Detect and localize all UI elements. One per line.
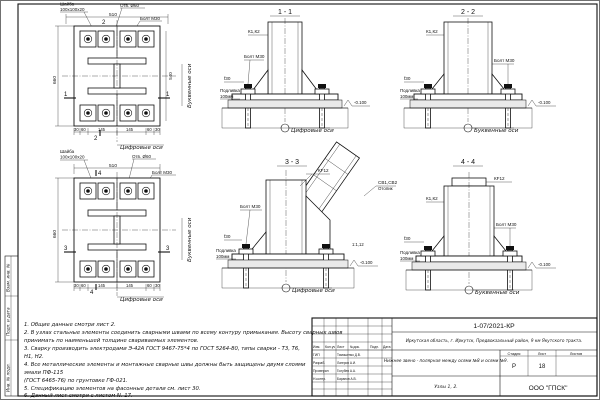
section-1-pad: Подливка: [220, 88, 240, 93]
section-3-bolt: Болт М30: [240, 204, 261, 209]
tb-role-1: Разраб.: [313, 361, 326, 365]
section-4-4: [400, 159, 556, 296]
tb-name-1: Лагеров А.И.: [337, 361, 357, 365]
plan-top-axis-letter: Буквенные оси: [187, 63, 193, 108]
note-2: принимать по наименьшей толщине свариваемых элементов.: [24, 338, 199, 344]
section-4-pad: Подливка: [400, 250, 420, 255]
section-4-column2: К1,К2: [426, 196, 438, 201]
section-2-pad: Подливка: [400, 88, 420, 93]
section-2-t1: f30: [404, 76, 411, 81]
section-4-bolt: Болт М30: [496, 222, 517, 227]
plan-bottom-washer-size: 100х100х20: [60, 154, 85, 160]
plan-top-washer-label: Шайба: [60, 1, 75, 7]
section-3-t1: f30: [224, 234, 231, 239]
plan-top-mark-2: 2: [94, 136, 98, 142]
section-2-level: -0.100: [538, 100, 551, 105]
plan-top-dim-b3: 145: [126, 127, 133, 132]
section-3-title: 3 - 3: [284, 159, 300, 166]
tb-drawing-title: Нижнее звено - полярная между осями №8 и осями №9.: [383, 358, 509, 363]
section-4-t1: f30: [404, 236, 411, 241]
section-2-title: 2 - 2: [460, 9, 476, 16]
section-2-column: К1,К2: [426, 29, 438, 34]
section-1-column: К1,К2: [248, 29, 260, 34]
note-4: Н1, Н2.: [24, 354, 44, 360]
note-0: 1. Общие данные смотри лист 2.: [24, 322, 116, 328]
tb-stage: Р: [511, 364, 517, 370]
section-3-pad: Подливка: [216, 248, 236, 253]
note-7: (ГОСТ 6465-76) по грунтовке ГФ-021.: [24, 378, 128, 384]
section-2-pad-thk: 100мм: [400, 94, 414, 99]
title-block: [312, 318, 597, 396]
plan-bottom-dim-height: 660: [53, 229, 58, 239]
strip-label-1: Подп. и дата: [5, 307, 11, 336]
tb-role-0: ГИП: [313, 353, 320, 357]
tb-col-5: Дата: [383, 345, 391, 349]
plan-bottom-bolt-label: Болт М30: [152, 170, 173, 175]
plan-top-mark-1: 1: [166, 92, 170, 98]
section-3-pad-thk: 100мм: [216, 254, 230, 259]
plan-bottom-dim-b4: 60: [147, 283, 152, 288]
plan-top-dim-top: 510: [108, 13, 118, 18]
plan-top-hole-label: Отв. Ø60: [120, 3, 139, 8]
plan-bottom-mark-0: 3: [64, 246, 68, 252]
tb-role-3: Н.контр.: [313, 377, 327, 381]
plan-top-dim-b5: 30: [155, 127, 160, 132]
plan-bottom-dim-b0: 30: [74, 283, 79, 288]
note-1: 2. В узлах стальные элементы соединить сварными швами по всему контуру примыкания. Высоту сварных швов: [24, 330, 343, 336]
tb-sheet: 18: [538, 364, 546, 370]
tb-company: ООО "ГПСК": [528, 385, 568, 392]
section-3-axis: Цифровые оси: [292, 288, 335, 294]
section-3-level: -0.100: [360, 260, 373, 265]
section-1-t1: f30: [224, 76, 231, 81]
plan-bottom: [52, 148, 193, 303]
tb-role-2: Проверил: [313, 369, 329, 373]
plan-top-axis-digit: Цифровые оси: [120, 145, 163, 151]
section-1-pad-thk: 100мм: [220, 94, 234, 99]
section-3-column: КF12: [318, 168, 329, 173]
section-4-title: 4 - 4: [460, 159, 476, 166]
section-1-axis: Цифровые оси: [291, 128, 334, 134]
tb-name-0: Тимошенко Д.В.: [337, 353, 361, 357]
plan-bottom-hole-label: Отв. Ø60: [132, 154, 151, 159]
left-strip: [5, 256, 18, 396]
general-notes: [24, 322, 343, 399]
section-2-bolt: Болт М30: [494, 58, 515, 63]
tb-col-1: Кол.уч: [325, 345, 336, 349]
note-8: 5. Спецификацию элементов на фасонные детали см. лист 30.: [24, 386, 201, 392]
strip-label-0: Взам. инв. №: [5, 263, 11, 292]
section-4-pad-thk: 100мм: [400, 256, 414, 261]
tb-stage-label: Стадия: [507, 352, 521, 356]
plan-top-dim-height: 660: [53, 75, 58, 85]
tb-col-4: Подп.: [370, 345, 380, 349]
plan-bottom-dim-top: 510: [108, 164, 118, 169]
tb-col-3: №док.: [350, 345, 360, 349]
plan-bottom-axis-digit: Цифровые оси: [120, 297, 163, 303]
tb-sheet-label: Лист: [537, 352, 547, 356]
plan-top-washer-size: 100х100х20: [60, 7, 85, 12]
tb-code: 1-07/2021-КР: [473, 323, 515, 330]
plan-bottom-axis-letter: Буквенные оси: [187, 217, 193, 262]
plan-top-mark-0: 1: [64, 92, 68, 98]
plan-top-dim-b2: 145: [98, 127, 105, 132]
plan-bottom-dim-b1: 60: [81, 283, 86, 288]
plan-bottom-dim-b5: 30: [155, 283, 160, 288]
plan-top-dim-b1: 60: [81, 127, 86, 132]
note-5: 4. Все металлические элементы и монтажные сварные швы должны быть защищены двумя слоями: [24, 362, 306, 368]
plan-bottom-dim-b3: 145: [126, 283, 133, 288]
section-2-2: [400, 9, 556, 134]
note-6: эмали ПФ-115: [24, 370, 64, 376]
plan-top-mark-3: 2: [102, 20, 106, 26]
section-3-brace: СВ1,СВ2: [378, 180, 398, 185]
plan-bottom-washer-label: Шайба: [60, 149, 75, 154]
tb-name-2: Голубев А.А.: [337, 369, 356, 373]
tb-col-2: Лист: [337, 345, 345, 349]
section-4-axis: Буквенные оси: [475, 290, 520, 296]
note-3: 3. Сварку производить электродами Э-42А ГОСТ 9467-75*4 по ГОСТ 5264-80, типы сварки - Т3, Т6,: [24, 346, 300, 352]
strip-label-2: Инв. № подл.: [5, 363, 11, 392]
plan-top-dim-b0: 30: [74, 127, 79, 132]
section-3-brace2: Отопик: [378, 186, 393, 191]
tb-name-3: Баранов А.В.: [337, 377, 357, 381]
tb-sheets-label: Листов: [569, 352, 583, 356]
section-2-axis: Буквенные оси: [474, 128, 519, 134]
tb-sheet-name: Узлы 1, 2.: [434, 385, 458, 390]
plan-bottom-mark-2: 4: [98, 171, 102, 177]
tb-address: Иркутская область, г. Иркутск, Предвокзальный район, 9 км Якутского тракта.: [405, 338, 583, 343]
plan-top-dim-b4: 60: [147, 127, 152, 132]
plan-top-bolt-label: Болт М30: [140, 16, 161, 21]
plan-bottom-mark-1: 3: [166, 246, 170, 252]
plan-top: [52, 1, 193, 152]
section-1-bolt: Болт М30: [244, 54, 265, 59]
section-1-level: -0.100: [354, 100, 367, 105]
section-3-slope: 1:1,12: [352, 242, 364, 247]
section-1-title: 1 - 1: [277, 9, 293, 16]
section-1-1: [220, 9, 370, 134]
plan-top-dim-inner: 540: [168, 72, 173, 80]
tb-col-0: Изм.: [313, 345, 321, 349]
note-9: 6. Данный лист смотри с листом N. 17.: [24, 393, 133, 399]
plan-bottom-mark-3: 4: [90, 290, 94, 296]
section-4-level: -0.100: [538, 262, 551, 267]
section-4-column: КF12: [494, 176, 505, 181]
section-3-3: [216, 142, 398, 294]
plan-bottom-dim-b2: 145: [98, 283, 105, 288]
